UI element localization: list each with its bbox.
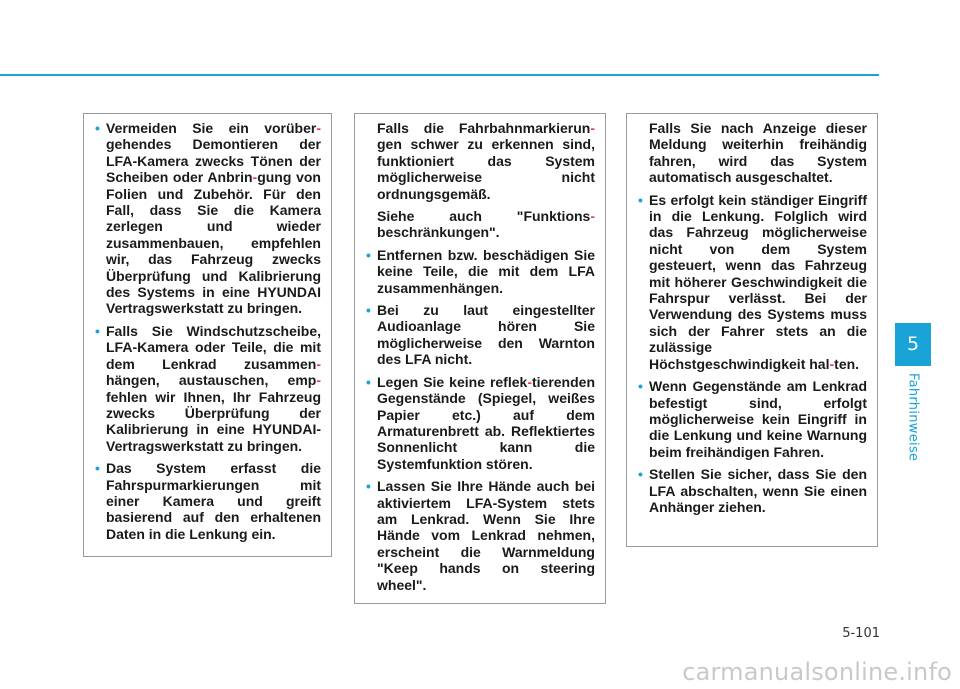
list-item: • Das System erfasst die Fahrspurmarkierungen mit einer Kamera und greift basierend auf den erhaltenen Daten in die Lenkung ein. [95, 460, 321, 542]
chapter-number-tab: 5 [895, 323, 931, 366]
bullet-icon: • [366, 246, 371, 263]
chapter-label: Fahrhinweise [905, 372, 921, 462]
paragraph: Falls Sie nach Anzeige dieser Meldung weiterhin freihändig fahren, wird das System automatisch ausgeschaltet. [649, 120, 867, 186]
page-number: 5-101 [842, 626, 880, 641]
list-item: • Es erfolgt kein ständiger Eingriff in die Lenkung. Folglich wird das Fahrzeug möglicherweise nicht von dem System gesteuert, wenn das Fahrzeug mit höherer Geschwindigkeit die Fahrspur verlässt. Bei der Verwendung des Systems muss sich der Fahrer stets an die zulässige Höchstgeschwindigkeit hal-ten. [638, 191, 867, 372]
watermark: carmanualsonline.info [682, 658, 952, 686]
bullet-icon: • [638, 466, 643, 483]
list-item: • Falls Sie Windschutzscheibe, LFA-Kamera oder Teile, die mit dem Lenkrad zusammen-hängen, austauschen, emp-fehlen wir Ihnen, Ihr Fahrzeug zwecks Überprüfung der Kalibrierung in eine HYUNDAI-Vertragswerkstatt zu bringen. [95, 322, 321, 454]
bullet-icon: • [638, 378, 643, 395]
list-item: • Vermeiden Sie ein vorüber- gehendes Demontieren der LFA-Kamera zwecks Tönen der Scheiben oder Anbrin-gung von Folien und Zubehör. Für den Fall, dass Sie die Kamera zerlegen und wieder zusammenbauen, empfehlen wir, das Fahrzeug zwecks Überprüfung und Kalibrierung des Systems in eine HYUNDAI Vertragswerkstatt zu bringen. [95, 120, 321, 317]
bullet-icon: • [95, 460, 100, 477]
bullet-icon: • [95, 322, 100, 339]
list-item: • Entfernen bzw. beschädigen Sie keine Teile, die mit dem LFA zusammenhängen. [366, 246, 595, 296]
list-item: • Wenn Gegenstände am Lenkrad befestigt sind, erfolgt möglicherweise kein Eingriff in die Lenkung und keine Warnung beim freihändigen Fahren. [638, 378, 867, 460]
bullet-icon: • [366, 373, 371, 390]
warning-box-1 [83, 113, 332, 557]
list-item: • Lassen Sie Ihre Hände auch bei aktiviertem LFA-System stets am Lenkrad. Wenn Sie Ihre Hände vom Lenkrad nehmen, erscheint die Warnmeldung "Keep hands on steering wheel". [366, 478, 595, 593]
list-item: • Bei zu laut eingestellter Audioanlage hören Sie möglicherweise den Warnton des LFA nicht. [366, 302, 595, 368]
bullet-icon: • [95, 120, 100, 136]
bullet-icon: • [366, 302, 371, 319]
warning-box-3 [626, 113, 878, 547]
top-rule [0, 74, 879, 76]
bullet-icon: • [366, 478, 371, 495]
list-item: • Legen Sie keine reflek-tierenden Gegenstände (Spiegel, weißes Papier etc.) auf dem Armaturenbrett ab. Reflektiertes Sonnenlicht kann die Systemfunktion stören. [366, 373, 595, 472]
list-item: • Stellen Sie sicher, dass Sie den LFA abschalten, wenn Sie einen Anhänger ziehen. [638, 466, 867, 515]
paragraph: Falls die Fahrbahnmarkierun-gen schwer zu erkennen sind, funktioniert das System möglicherweise nicht ordnungsgemäß. [377, 120, 595, 202]
bullet-icon: • [638, 191, 643, 208]
warning-box-2 [354, 113, 606, 604]
paragraph: Siehe auch "Funktions-beschränkungen". [377, 208, 595, 241]
